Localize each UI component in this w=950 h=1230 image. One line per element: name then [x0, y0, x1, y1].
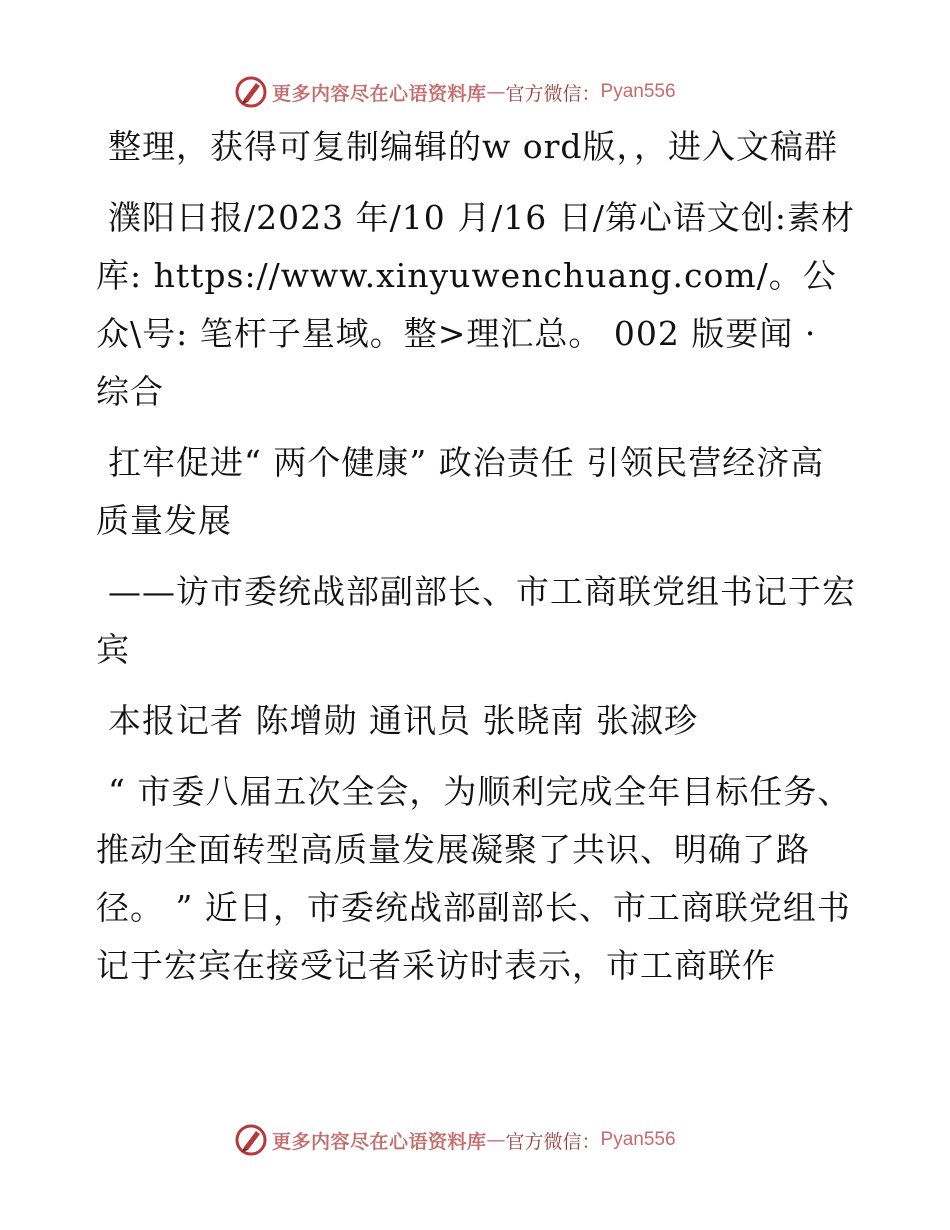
- banner-wechat-id: Pyan556: [600, 1129, 676, 1150]
- banner-label: 官方微信：: [505, 1130, 601, 1153]
- article-byline: 本报记者 陈增勋 通讯员 张晓南 张淑珍: [108, 701, 698, 740]
- banner-text: 更多内容尽在心语资料库: [272, 1130, 487, 1153]
- banner-separator: —: [486, 81, 506, 103]
- article-body: [96, 118, 856, 1008]
- pen-logo-icon: [234, 1123, 268, 1157]
- footer-banner: [0, 1120, 950, 1160]
- banner-label: 官方微信：: [505, 82, 601, 105]
- banner-text: 更多内容尽在心语资料库: [272, 82, 487, 105]
- paragraph-body: “ 市委八届五次全会，为顺利完成全年目标任务、推动全面转型高质量发展凝聚了共识、明确了路径。 ” 近日，市委统战部副部长、市工商联党组书记于宏宾在接受记者采访时表示，市工商联作: [96, 772, 852, 985]
- paragraph-source: 濮阳日报/2023 年/10 月/16 日/第心语文创:素材库: https://www.xinyuwenchuang.com/。公众\号: 笔杆子星域。整>理汇总。 002 版要闻 · 综合: [96, 198, 856, 411]
- article-subheadline: ——访市委统战部副部长、市工商联党组书记于宏宾: [96, 572, 856, 669]
- pen-logo-icon: [234, 75, 268, 109]
- banner-wechat-id: Pyan556: [600, 81, 676, 102]
- article-headline: 扛牢促进“ 两个健康” 政治责任 引领民营经济高质量发展: [96, 443, 825, 540]
- header-banner: [0, 72, 950, 112]
- paragraph-intro: 整理，获得可复制编辑的w ord版，，进入文稿群: [108, 127, 839, 166]
- banner-separator: —: [486, 1129, 506, 1151]
